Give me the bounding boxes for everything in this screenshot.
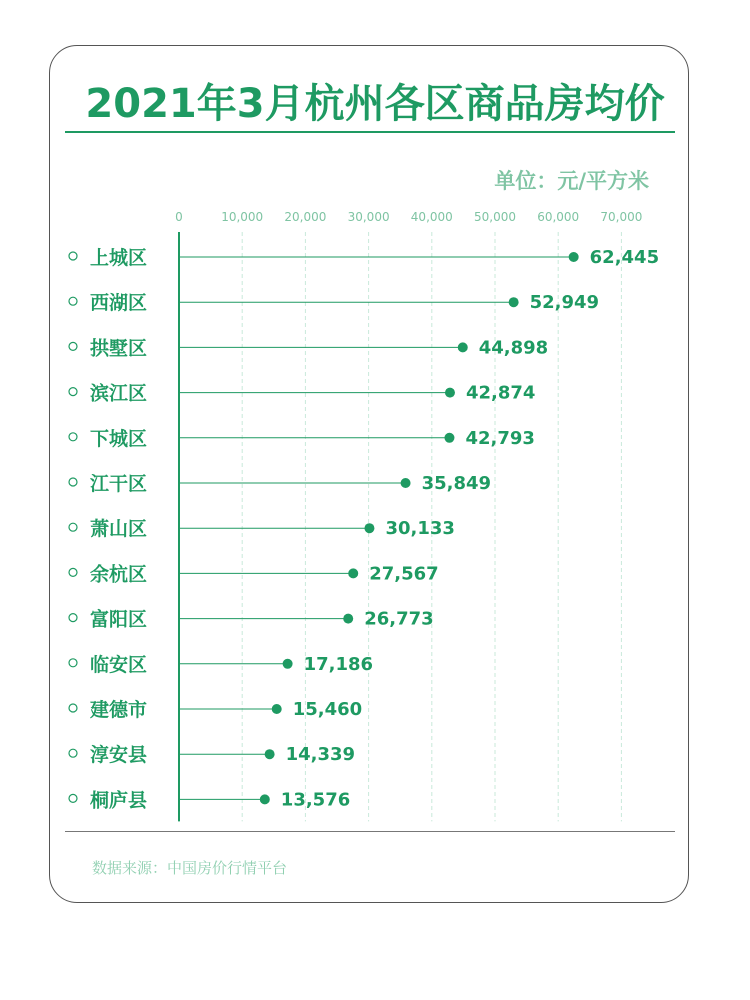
value-label: 26,773	[364, 608, 434, 630]
bullet-icon	[69, 388, 77, 396]
bullet-icon	[69, 794, 77, 802]
category-label: 上城区	[90, 247, 148, 269]
value-label: 62,445	[589, 247, 660, 268]
lollipop-dot	[265, 749, 275, 759]
x-tick-label: 0	[175, 210, 183, 224]
value-label: 13,576	[280, 789, 351, 811]
chart-title: 2021年3月杭州各区商品房均价	[85, 81, 665, 127]
lollipop-dot	[343, 614, 353, 624]
value-label: 15,460	[292, 699, 363, 720]
category-label: 西湖区	[90, 292, 148, 315]
category-label: 建德市	[90, 699, 148, 721]
lollipop-dot	[272, 704, 282, 714]
lollipop-dot	[569, 252, 579, 262]
category-label: 下城区	[90, 427, 148, 450]
category-label: 桐庐县	[90, 789, 148, 812]
lollipop-dot	[260, 794, 270, 804]
category-label: 淳安县	[90, 744, 148, 767]
lollipop-dot	[401, 478, 411, 488]
x-tick-label: 70,000	[600, 210, 643, 224]
bullet-icon	[69, 523, 77, 531]
bullet-icon	[69, 433, 77, 441]
bullet-icon	[69, 568, 77, 576]
x-tick-label: 50,000	[474, 210, 516, 224]
x-tick-label: 30,000	[347, 210, 390, 224]
bullet-icon	[69, 252, 77, 260]
value-label: 42,874	[465, 382, 536, 404]
lollipop-dot	[445, 388, 455, 398]
lollipop-dot	[283, 659, 293, 669]
footer-divider	[65, 831, 675, 832]
bullet-icon	[69, 704, 77, 712]
lollipop-dot	[444, 433, 454, 443]
unit-label: 单位：元/平方米	[494, 169, 649, 193]
x-tick-label: 40,000	[410, 210, 453, 224]
x-tick-label: 10,000	[221, 210, 264, 224]
lollipop-dot	[509, 297, 519, 307]
category-label: 萧山区	[90, 518, 148, 541]
category-label: 余杭区	[90, 563, 148, 586]
bullet-icon	[69, 297, 77, 305]
value-label: 44,898	[478, 337, 549, 359]
value-label: 42,793	[465, 427, 535, 449]
category-label: 富阳区	[90, 608, 148, 631]
category-label: 滨江区	[90, 382, 148, 405]
lollipop-dot	[458, 342, 468, 352]
bullet-icon	[69, 749, 77, 757]
bullet-icon	[69, 478, 77, 486]
value-label: 35,849	[421, 473, 492, 494]
category-label: 拱墅区	[90, 337, 148, 360]
source-note: 数据来源：中国房价行情平台	[92, 859, 288, 877]
bullet-icon	[69, 614, 77, 622]
value-label: 30,133	[385, 518, 455, 540]
value-label: 17,186	[303, 653, 374, 675]
bullet-icon	[69, 659, 77, 667]
value-label: 27,567	[369, 563, 439, 585]
category-label: 江干区	[90, 473, 148, 495]
x-tick-label: 20,000	[284, 210, 327, 224]
category-label: 临安区	[90, 653, 148, 676]
value-label: 52,949	[529, 292, 600, 314]
bullet-icon	[69, 342, 77, 350]
x-tick-label: 60,000	[537, 210, 580, 224]
lollipop-dot	[364, 523, 374, 533]
lollipop-dot	[348, 568, 358, 578]
value-label: 14,339	[285, 744, 356, 766]
